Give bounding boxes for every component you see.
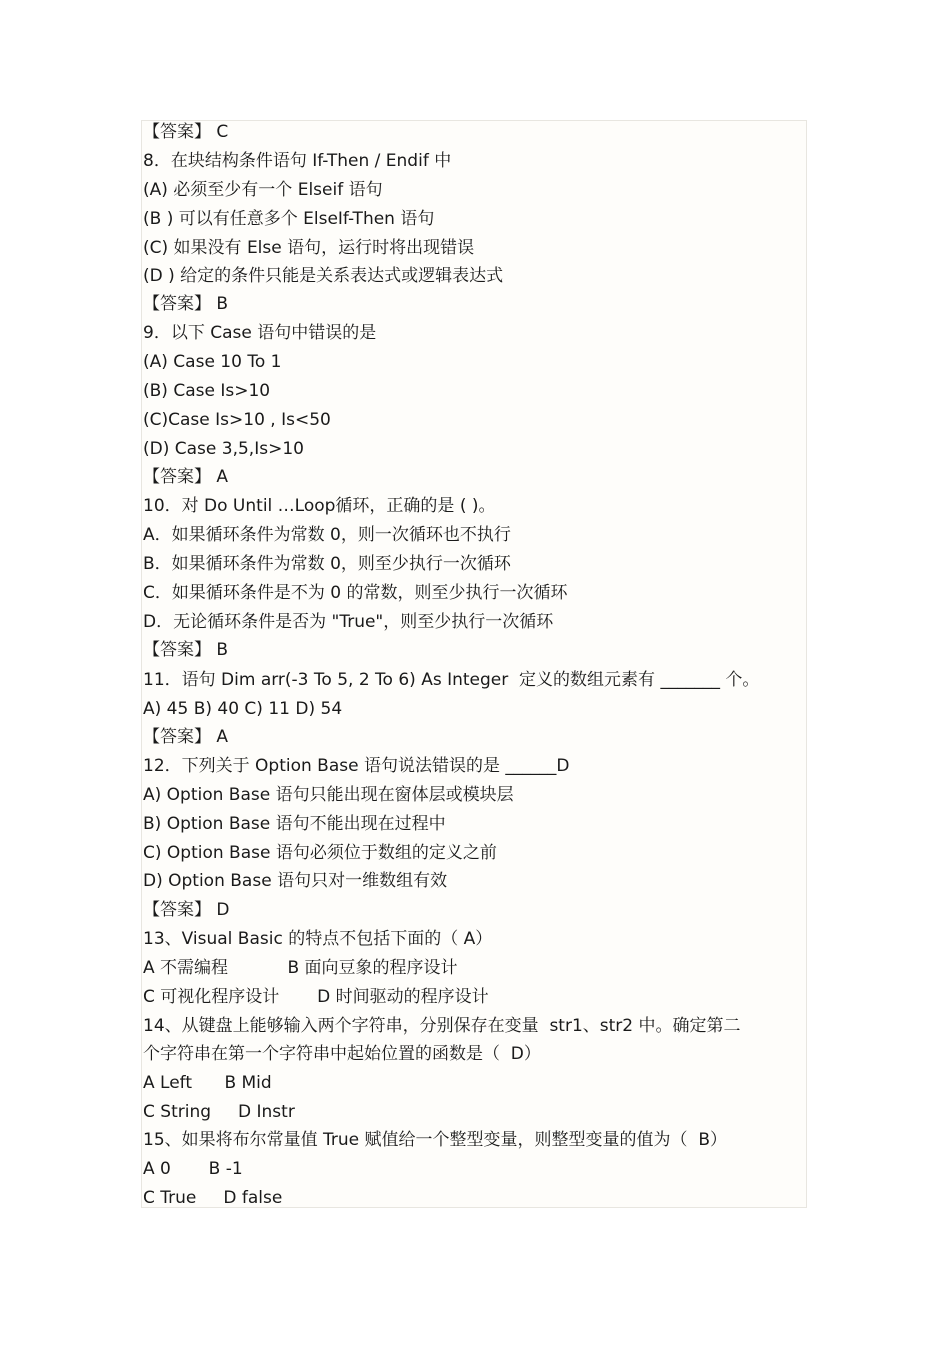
answer-line: 【答案】 D	[143, 900, 230, 920]
option-line: B) Option Base 语句不能出现在过程中	[143, 814, 446, 834]
option-line: (B ) 可以有任意多个 ElseIf-Then 语句	[143, 209, 435, 229]
option-line: D．无论循环条件是否为 "True"，则至少执行一次循环	[143, 612, 554, 632]
answer-line: 【答案】 C	[143, 122, 229, 142]
option-line: A) Option Base 语句只能出现在窗体层或模块层	[143, 785, 514, 805]
option-line: (A) Case 10 To 1	[143, 352, 282, 372]
option-line: (C) 如果没有 Else 语句，运行时将出现错误	[143, 238, 475, 258]
question-10: 10．对 Do Until …Loop循环，正确的是 ( )。	[143, 496, 496, 516]
answer-line: 【答案】 A	[143, 467, 229, 487]
answer-line: 【答案】 B	[143, 640, 229, 660]
option-line: C．如果循环条件是不为 0 的常数，则至少执行一次循环	[143, 583, 568, 603]
option-line: (A) 必须至少有一个 Elseif 语句	[143, 180, 383, 200]
answer-line: 【答案】 A	[143, 727, 229, 747]
option-line: A 0 B -1	[143, 1159, 243, 1179]
option-line: C String D Instr	[143, 1102, 295, 1122]
question-8: 8．在块结构条件语句 If-Then / Endif 中	[143, 151, 452, 171]
option-line: C 可视化程序设计 D 时间驱动的程序设计	[143, 987, 489, 1007]
question-9: 9．以下 Case 语句中错误的是	[143, 323, 377, 343]
option-line: A 不需编程 B 面向豆象的程序设计	[143, 958, 458, 978]
question-12: 12．下列关于 Option Base 语句说法错误的是 ______D	[143, 756, 570, 776]
question-14: 14、从键盘上能够输入两个字符串，分别保存在变量 str1、str2 中。确定第二	[143, 1016, 741, 1036]
option-line: C) Option Base 语句必须位于数组的定义之前	[143, 843, 497, 863]
option-line: D) Option Base 语句只对一维数组有效	[143, 871, 448, 891]
option-line: (D) Case 3,5,Is>10	[143, 439, 304, 459]
answer-line: 【答案】 B	[143, 294, 229, 314]
option-line: A Left B Mid	[143, 1073, 272, 1093]
question-13: 13、Visual Basic 的特点不包括下面的（ A）	[143, 929, 493, 949]
question-11: 11．语句 Dim arr(-3 To 5, 2 To 6) As Integer 定义的数组元素有 _______ 个。	[143, 670, 760, 690]
option-line: (C)Case Is>10 , Is<50	[143, 410, 331, 430]
option-line: C True D false	[143, 1188, 283, 1208]
option-line: B．如果循环条件为常数 0，则至少执行一次循环	[143, 554, 511, 574]
question-14-continued: 个字符串在第一个字符串中起始位置的函数是（ D）	[143, 1044, 541, 1064]
option-line: (B) Case Is>10	[143, 381, 271, 401]
option-line: (D ) 给定的条件只能是关系表达式或逻辑表达式	[143, 266, 504, 286]
question-15: 15、如果将布尔常量值 True 赋值给一个整型变量，则整型变量的值为（ B）	[143, 1130, 728, 1150]
option-line: A) 45 B) 40 C) 11 D) 54	[143, 699, 343, 719]
option-line: A．如果循环条件为常数 0，则一次循环也不执行	[143, 525, 511, 545]
